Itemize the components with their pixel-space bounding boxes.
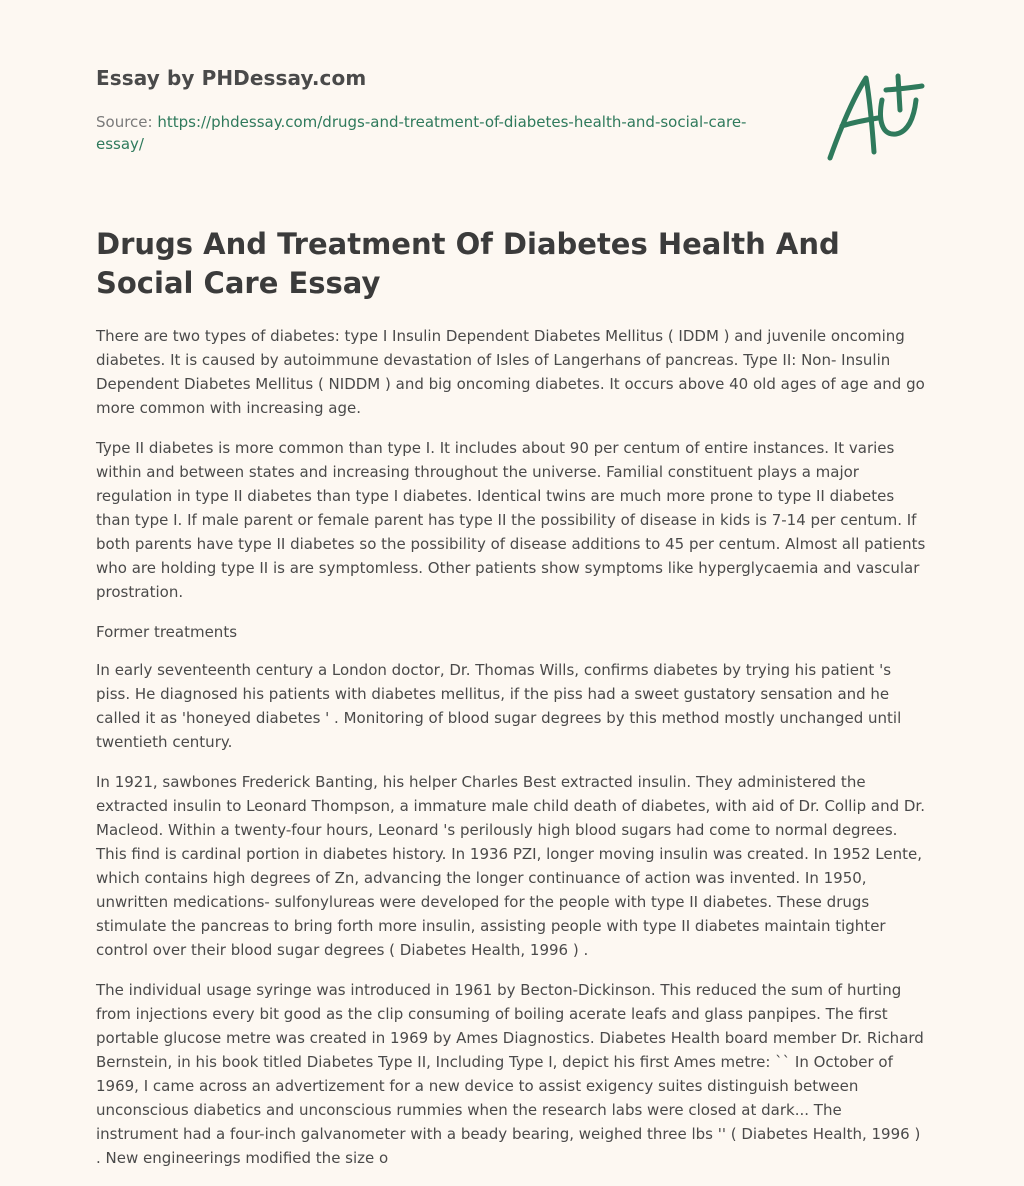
paragraph: In 1921, sawbones Frederick Banting, his helper Charles Best extracted insulin. They administered the extracted insulin to Leonard Thompson, a immature male child death of diabetes, with aid of Dr. Collip and Dr. Macleod. Within a twenty-four hours, Leonard 's perilously high blood sugars had come to normal degrees. This find is cardinal portion in diabetes history. In 1936 PZI, longer moving insulin was created. In 1952 Lente, which contains high degrees of Zn, advancing the longer continuance of action was invented. In 1950, unwritten medications- sulfonylureas were developed for the people with type II diabetes. These drugs stimulate the pancreas to bring forth more insulin, assisting people with type II diabetes maintain tighter control over their blood sugar degrees ( Diabetes Health, 1996 ) . xyxy=(96,773,925,959)
paragraph: Type II diabetes is more common than type I. It includes about 90 per centum of entire instances. It varies within and between states and increasing throughout the universe. Familial constituent plays a major regulation in type II diabetes than type I diabetes. Identical twins are much more prone to type II diabetes than type I. If male parent or female parent has type II the possibility of disease in kids is 7-14 per centum. If both parents have type II diabetes so the possibility of disease additions to 45 per centum. Almost all patients who are holding type II is are symptomless. Other patients show symptoms like hyperglycaemia and vascular prostration. xyxy=(96,439,926,601)
paragraph: The individual usage syringe was introduced in 1961 by Becton-Dickinson. This reduced the sum of hurting from injections every bit good as the clip consuming of boiling acerate leafs and glass panpipes. The first portable glucose metre was created in 1969 by Ames Diagnostics. Diabetes Health board member Dr. Richard Bernstein, in his book titled Diabetes Type II, Including Type I, depict his first Ames metre: `` In October of 1969, I came across an advertizement for a new device to assist exigency suites distinguish between unconscious diabetics and unconscious rummies when the research labs were closed at dark... The instrument had a four-inch galvanometer with a beady bearing, weighed three lbs '' ( Diabetes Health, 1996 ) . New engineerings modified the size o xyxy=(96,981,924,1167)
a-plus-logo-icon xyxy=(826,70,926,162)
paragraph: There are two types of diabetes: type I Insulin Dependent Diabetes Mellitus ( IDDM ) and juvenile oncoming diabetes. It is caused by autoimmune devastation of Isles of Langerhans of pancreas. Type II: Non- Insulin Dependent Diabetes Mellitus ( NIDDM ) and big oncoming diabetes. It occurs above 40 old ages of age and go more common with increasing age. xyxy=(96,327,925,417)
paragraph: In early seventeenth century a London doctor, Dr. Thomas Wills, confirms diabetes by trying his patient 's piss. He diagnosed his patients with diabetes mellitus, if the piss had a sweet gustatory sensation and he called it as 'honeyed diabetes ' . Monitoring of blood sugar degrees by this method mostly unchanged until twentieth century. xyxy=(96,661,902,751)
source-link[interactable]: https://phdessay.com/drugs-and-treatment-of-diabetes-health-and-social-care-essay/ xyxy=(96,113,747,153)
section-heading: Former treatments xyxy=(96,623,238,641)
site-title: Essay by PHDessay.com xyxy=(96,66,367,90)
essay-body xyxy=(96,324,928,1186)
source-line xyxy=(96,111,776,155)
essay-title: Drugs And Treatment Of Diabetes Health And Social Care Essay xyxy=(96,227,840,300)
source-label: Source: xyxy=(96,113,158,131)
